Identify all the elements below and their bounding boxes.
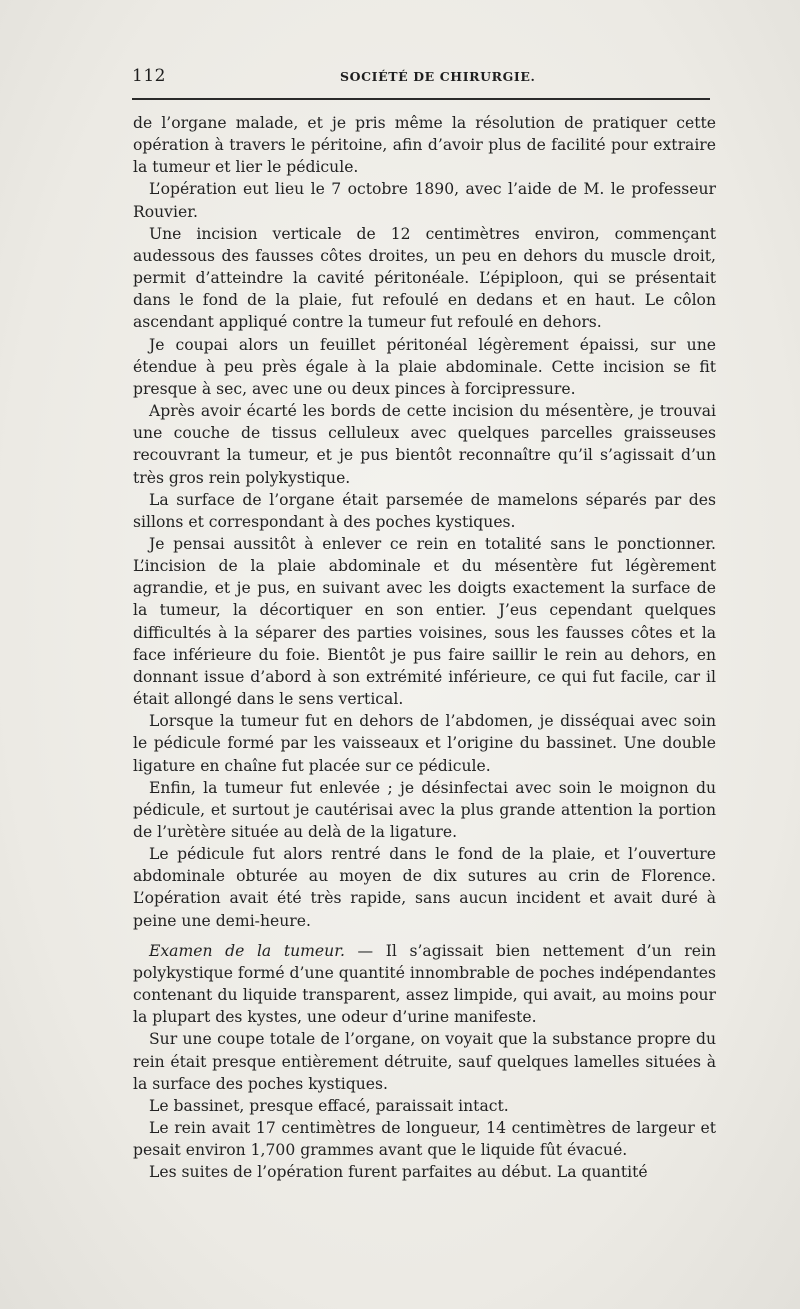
exam-paragraph bbox=[133, 940, 716, 1029]
exam-text: — Il s’agissait bien nettement d’un rein polykystique formé d’une quantité innombrable de poches indépendantes contenant du liquide transparent, assez limpide, qui avait, au moins pour la plupart des kystes, une odeur d’urine manifeste. bbox=[133, 941, 716, 1027]
paragraph: Je coupai alors un feuillet péritonéal légèrement épaissi, sur une étendue à peu près égale à la plaie abdominale. Cette incision se fit presque à sec, avec une ou deux pinces à forcipressure. bbox=[133, 335, 716, 398]
paragraph: Le bassinet, presque effacé, paraissait intact. bbox=[149, 1096, 509, 1115]
paragraph: Enfin, la tumeur fut enlevée ; je désinfectai avec soin le moignon du pédicule, et surtout je cautérisai avec la plus grande attention la portion de l’urètère située au delà de la ligature. bbox=[133, 778, 716, 841]
paragraph: La surface de l’organe était parsemée de mamelons séparés par des sillons et correspondant à des poches kystiques. bbox=[133, 490, 716, 531]
paragraph: L’opération eut lieu le 7 octobre 1890, avec l’aide de M. le professeur Rouvier. bbox=[133, 180, 716, 221]
exam-heading: Examen de la tumeur. bbox=[149, 941, 345, 960]
body-text bbox=[133, 112, 716, 1184]
page-number: 112 bbox=[132, 66, 166, 86]
paragraph: Une incision verticale de 12 centimètres environ, commençant audessous des fausses côtes droites, un peu en dehors du muscle droit, permit d’atteindre la cavité péritonéale. L’épiploon, qui se présentait dans le fond de la plaie, fut refoulé en dedans et en haut. Le côlon ascendant appliqué contre la tumeur fut refoulé en dehors. bbox=[133, 224, 716, 332]
paragraph: Sur une coupe totale de l’organe, on voyait que la substance propre du rein était presque entièrement détruite, sauf quelques lamelles situées à la surface des poches kystiques. bbox=[133, 1030, 716, 1093]
paragraph: Après avoir écarté les bords de cette incision du mésentère, je trouvai une couche de tissus celluleux avec quelques parcelles graisseuses recouvrant la tumeur, et je pus bientôt reconnaître qu’il s’agissait d’un très gros rein polykystique. bbox=[133, 402, 716, 487]
page-header bbox=[132, 64, 710, 94]
paragraph: de l’organe malade, et je pris même la résolution de pratiquer cette opération à travers le péritoine, afin d’avoir plus de facilité pour extraire la tumeur et lier le pédicule. bbox=[133, 114, 716, 177]
header-rule bbox=[132, 98, 710, 100]
running-head: SOCIÉTÉ DE CHIRURGIE. bbox=[340, 69, 536, 84]
paragraph: Les suites de l’opération furent parfaites au début. La quantité bbox=[149, 1163, 648, 1182]
paragraph: Le rein avait 17 centimètres de longueur, 14 centimètres de largeur et pesait environ 1,700 grammes avant que le liquide fût évacué. bbox=[133, 1119, 716, 1160]
paragraph: Le pédicule fut alors rentré dans le fond de la plaie, et l’ouverture abdominale obturée au moyen de dix sutures au crin de Florence. L’opération avait été très rapide, sans aucun incident et avait duré à peine une demi-heure. bbox=[133, 845, 716, 930]
paragraph: Lorsque la tumeur fut en dehors de l’abdomen, je disséquai avec soin le pédicule formé par les vaisseaux et l’origine du bassinet. Une double ligature en chaîne fut placée sur ce pédicule. bbox=[133, 712, 716, 775]
paragraph: Je pensai aussitôt à enlever ce rein en totalité sans le ponctionner. L’incision de la plaie abdominale et du mésentère fut légèrement agrandie, et je pus, en suivant avec les doigts exactement la surface de la tumeur, la décortiquer en son entier. J’eus cependant quelques difficultés à la séparer des parties voisines, sous les fausses côtes et la face inférieure du foie. Bientôt je pus faire saillir le rein au dehors, en donnant issue d’abord à son extrémité inférieure, ce qui fut facile, car il était allongé dans le sens vertical. bbox=[133, 534, 716, 709]
